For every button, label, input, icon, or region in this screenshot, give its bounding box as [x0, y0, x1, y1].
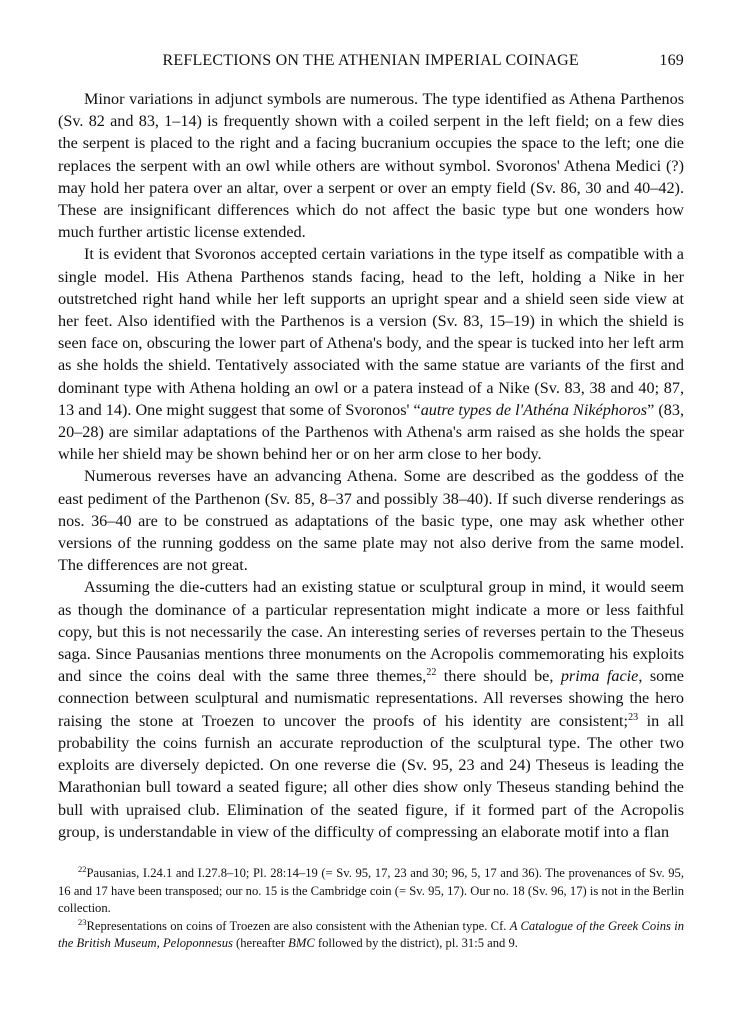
footnotes: [58, 865, 684, 953]
footnote-23-number: 23: [78, 916, 87, 927]
footnote-22-text: Pausanias, I.24.1 and I.27.8–10; Pl. 28:14–19 (= Sv. 95, 17, 23 and 30; 96, 5, 17 and 36). The provenances of Sv. 95, 16 and 17 have been transposed; our no. 15 is the Cambridge coin (= Sv. 95, 17). Our no. 18 (Sv. 96, 17) is not in the Berlin collection.: [58, 865, 684, 916]
footnote-23-text-a: Representations on coins of Troezen are also consistent with the Athenian type. Cf.: [86, 918, 510, 933]
running-head: [58, 52, 684, 70]
footnote-22: [58, 865, 684, 918]
paragraph-2: [58, 243, 684, 465]
paragraph-4-text-d: in all probability the coins furnish an accurate reproduction of the sculptural type. The other two exploits are diversely depicted. On one reverse die (Sv. 95, 23 and 24) Theseus is leading the Marathonian bull toward a seated figure; all other dies show only Theseus standing behind the bull with upraised club. Elimination of the seated figure, if it formed part of the Acropolis group, is understandable in view of the difficulty of compressing an elaborate motif into a flan: [58, 711, 684, 841]
paragraph-4-text-b: there should be,: [436, 667, 561, 686]
footnote-23-italic-catalogue: A Catalogue of the Greek Coins in the British Museum, Peloponnesus: [58, 918, 684, 951]
footnote-23-text-b: (hereafter: [232, 936, 289, 951]
footnote-ref-22[interactable]: 22: [426, 667, 437, 679]
footnote-23-text-c: followed by the district), pl. 31:5 and 9.: [314, 936, 518, 951]
paragraph-3: Numerous reverses have an advancing Athena. Some are described as the goddess of the east pediment of the Parthenon (Sv. 85, 8–37 and possibly 38–40). If such diverse renderings as nos. 36–40 are to be construed as adaptations of the basic type, one may ask whether other versions of the running goddess on the same plate may not also derive from the same model. The differences are not great.: [58, 467, 684, 575]
paragraph-2-italic-title: autre types de l'Athéna Niképhoros: [420, 400, 648, 419]
running-title: REFLECTIONS ON THE ATHENIAN IMPERIAL COINAGE: [162, 52, 579, 69]
page-number: 169: [659, 52, 684, 69]
paragraph-2-text-b: ” (83, 20–28) are similar adaptations of the Parthenos with Athena's arm raised as she holds the spear while her shield may be shown behind her or on her arm close to her body.: [58, 400, 684, 464]
book-page: [58, 52, 684, 953]
paragraph-4-text-c: , some connection between sculptural and numismatic representations. All reverses showing the hero raising the stone at Troezen to uncover the proofs of his identity are consistent;: [58, 667, 684, 730]
paragraph-1: Minor variations in adjunct symbols are numerous. The type identified as Athena Parthenos (Sv. 82 and 83, 1–14) is frequently shown with a coiled serpent in the left field; on a few dies the serpent is placed to the right and a facing bucranium occupies the space to the left; one die replaces the serpent with an owl while others are without symbol. Svoronos' Athena Medici (?) may hold her patera over an altar, over a serpent or over an empty field (Sv. 86, 30 and 40–42). These are insignificant differences which do not affect the basic type but one wonders how much further artistic license extended.: [58, 90, 684, 242]
footnote-ref-23[interactable]: 23: [628, 711, 639, 723]
body-text: [58, 88, 684, 843]
paragraph-2-text-a: It is evident that Svoronos accepted certain variations in the type itself as compatible with a single model. His Athena Parthenos stands facing, head to the left, holding a Nike in her outstretched right hand while her left supports an upright spear and a shield seen side view at her feet. Also identified with the Parthenos is a version (Sv. 83, 15–19) in which the shield is seen face on, obscuring the lower part of Athena's body, and the spear is tucked into her left arm as she holds the shield. Tentatively associated with the same statue are variants of the first and dominant type with Athena holding an owl or a patera instead of a Nike (Sv. 83, 38 and 40; 87, 13 and 14). One might suggest that some of Svoronos' “: [58, 245, 684, 419]
footnote-22-number: 22: [78, 863, 87, 874]
paragraph-4-text-a: Assuming the die-cutters had an existing statue or sculptural group in mind, it would seem as though the dominance of a particular representation might indicate a more or less faithful copy, but this is not necessarily the case. An interesting series of reverses pertain to the Theseus saga. Since Pausanias mentions three monuments on the Acropolis commemorating his exploits and since the coins deal with the same three themes,: [58, 578, 684, 686]
footnote-23-italic-bmc: BMC: [288, 936, 315, 951]
paragraph-4: [58, 576, 684, 842]
paragraph-4-italic-prima-facie: prima facie: [560, 667, 639, 686]
footnote-23: [58, 918, 684, 953]
